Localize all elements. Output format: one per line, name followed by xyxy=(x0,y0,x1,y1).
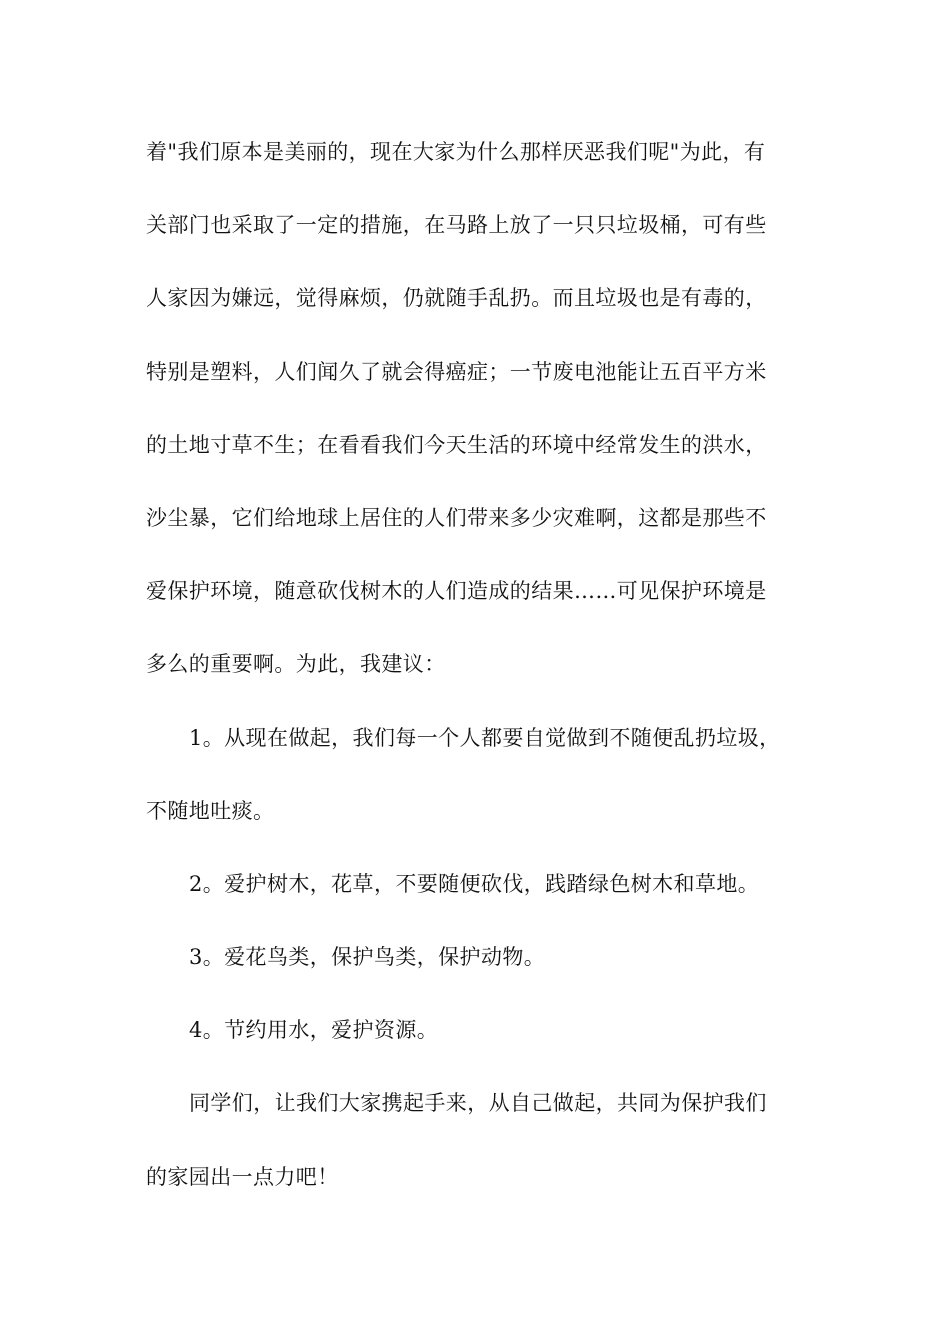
list-item-4: 4。节约用水，爱护资源。 xyxy=(189,1018,439,1043)
text-line: 沙尘暴，它们给地球上居住的人们带来多少灾难啊，这都是那些不 xyxy=(146,505,767,530)
text-line: 不随地吐痰。 xyxy=(146,798,275,823)
text-line: 的土地寸草不生；在看看我们今天生活的环境中经常发生的洪水， xyxy=(146,432,767,457)
closing-paragraph: 同学们，让我们大家携起手来，从自己做起，共同为保护我们 xyxy=(189,1091,767,1116)
document-body xyxy=(146,130,806,1228)
text-line: 人家因为嫌远，觉得麻烦，仍就随手乱扔。而且垃圾也是有毒的， xyxy=(146,286,767,311)
text-line: 爱保护环境，随意砍伐树木的人们造成的结果……可见保护环境是 xyxy=(146,579,767,604)
list-item-2: 2。爱护树木，花草，不要随便砍伐，践踏绿色树木和草地。 xyxy=(189,871,760,896)
text-line: 的家园出一点力吧！ xyxy=(146,1164,339,1189)
text-line: 多么的重要啊。为此，我建议： xyxy=(146,652,446,677)
text-line: 特别是塑料，人们闻久了就会得癌症；一节废电池能让五百平方米 xyxy=(146,359,767,384)
list-item-3: 3。爱花鸟类，保护鸟类，保护动物。 xyxy=(189,945,546,970)
list-item-1: 1。从现在做起，我们每一个人都要自觉做到不随便乱扔垃圾， xyxy=(189,725,781,750)
text-line: 关部门也采取了一定的措施，在马路上放了一只只垃圾桶，可有些 xyxy=(146,213,767,238)
text-line: 着"我们原本是美丽的，现在大家为什么那样厌恶我们呢"为此，有 xyxy=(146,140,766,164)
